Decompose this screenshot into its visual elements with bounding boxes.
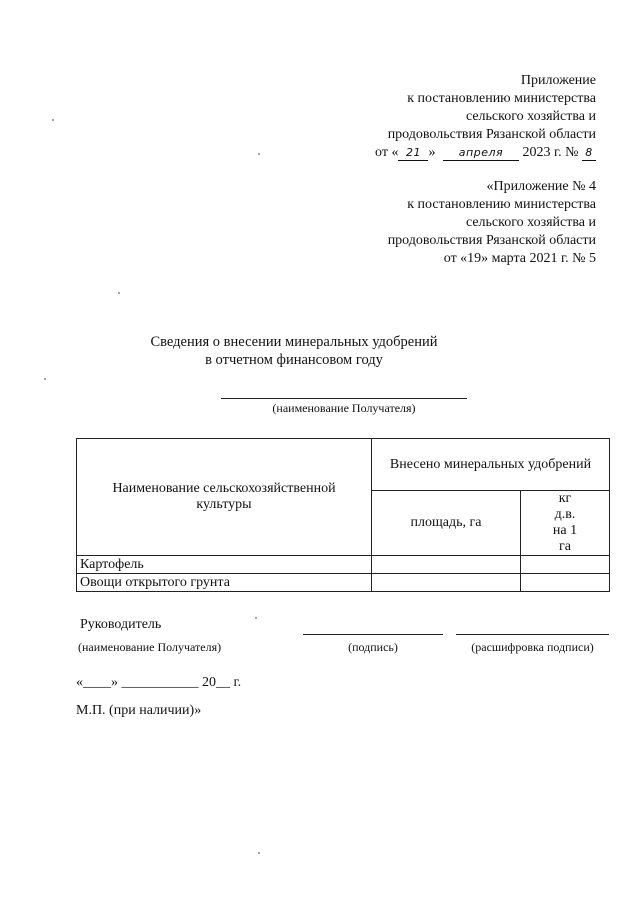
scan-speck [258, 852, 260, 854]
recipient-caption: (наименование Получателя) [272, 401, 416, 415]
cell-rate [521, 556, 610, 574]
prior-date-line: от «19» марта 2021 г. № 5 [443, 251, 596, 266]
head-recipient-caption: (наименование Получателя) [78, 640, 222, 654]
table-row [77, 574, 610, 592]
cell-area [372, 556, 521, 574]
handwritten-number: 8 [582, 146, 596, 161]
header-area: площадь, га [372, 491, 521, 556]
handwritten-day: 21 [398, 146, 428, 161]
appendix-ref-line: сельского хозяйства и [465, 109, 596, 124]
appendix-header [375, 72, 596, 162]
cell-rate [521, 574, 610, 592]
decode-underline [456, 634, 609, 635]
document-title [0, 333, 614, 369]
title-line-2: в отчетном финансовом году [205, 352, 383, 368]
scan-speck [258, 153, 260, 155]
stamp-note: М.П. (при наличии)» [76, 703, 202, 718]
scan-speck [52, 119, 54, 121]
sign-caption: (подпись) [348, 640, 398, 654]
prior-appendix [388, 178, 596, 268]
cell-crop: Овощи открытого грунта [77, 574, 372, 592]
table-row [77, 556, 610, 574]
title-line-1: Сведения о внесении минеральных удобрений [150, 334, 438, 350]
header-rate: кг д.в. на 1 га [521, 491, 610, 556]
cell-area [372, 574, 521, 592]
scan-speck [255, 617, 257, 619]
fertilizer-table [76, 438, 610, 592]
sign-underline [303, 634, 443, 635]
prior-ref-line: сельского хозяйства и [465, 215, 596, 230]
appendix-title: Приложение [520, 73, 596, 88]
cell-crop: Картофель [77, 556, 372, 574]
scan-speck [118, 292, 120, 294]
decode-caption: (расшифровка подписи) [471, 640, 594, 654]
handwritten-month: апреля [443, 146, 519, 161]
sign-date-line: «____» ___________ 20__ г. [76, 675, 242, 690]
appendix-ref-line: продовольствия Рязанской области [387, 127, 596, 142]
appendix-ref-line: к постановлению министерства [407, 91, 596, 106]
header-crop-name: Наименование сельскохозяйственной культуры [77, 439, 372, 556]
prior-ref-line: продовольствия Рязанской области [387, 233, 596, 248]
prior-appendix-title: «Приложение № 4 [486, 179, 596, 194]
recipient-underline [221, 398, 467, 399]
appendix-date-line: от « 21 » апреля 2023 г. № 8 [375, 144, 596, 162]
prior-ref-line: к постановлению министерства [407, 197, 596, 212]
head-label: Руководитель [80, 617, 162, 632]
header-fertilizer-applied: Внесено минеральных удобрений [372, 439, 610, 491]
scan-speck [44, 378, 46, 380]
